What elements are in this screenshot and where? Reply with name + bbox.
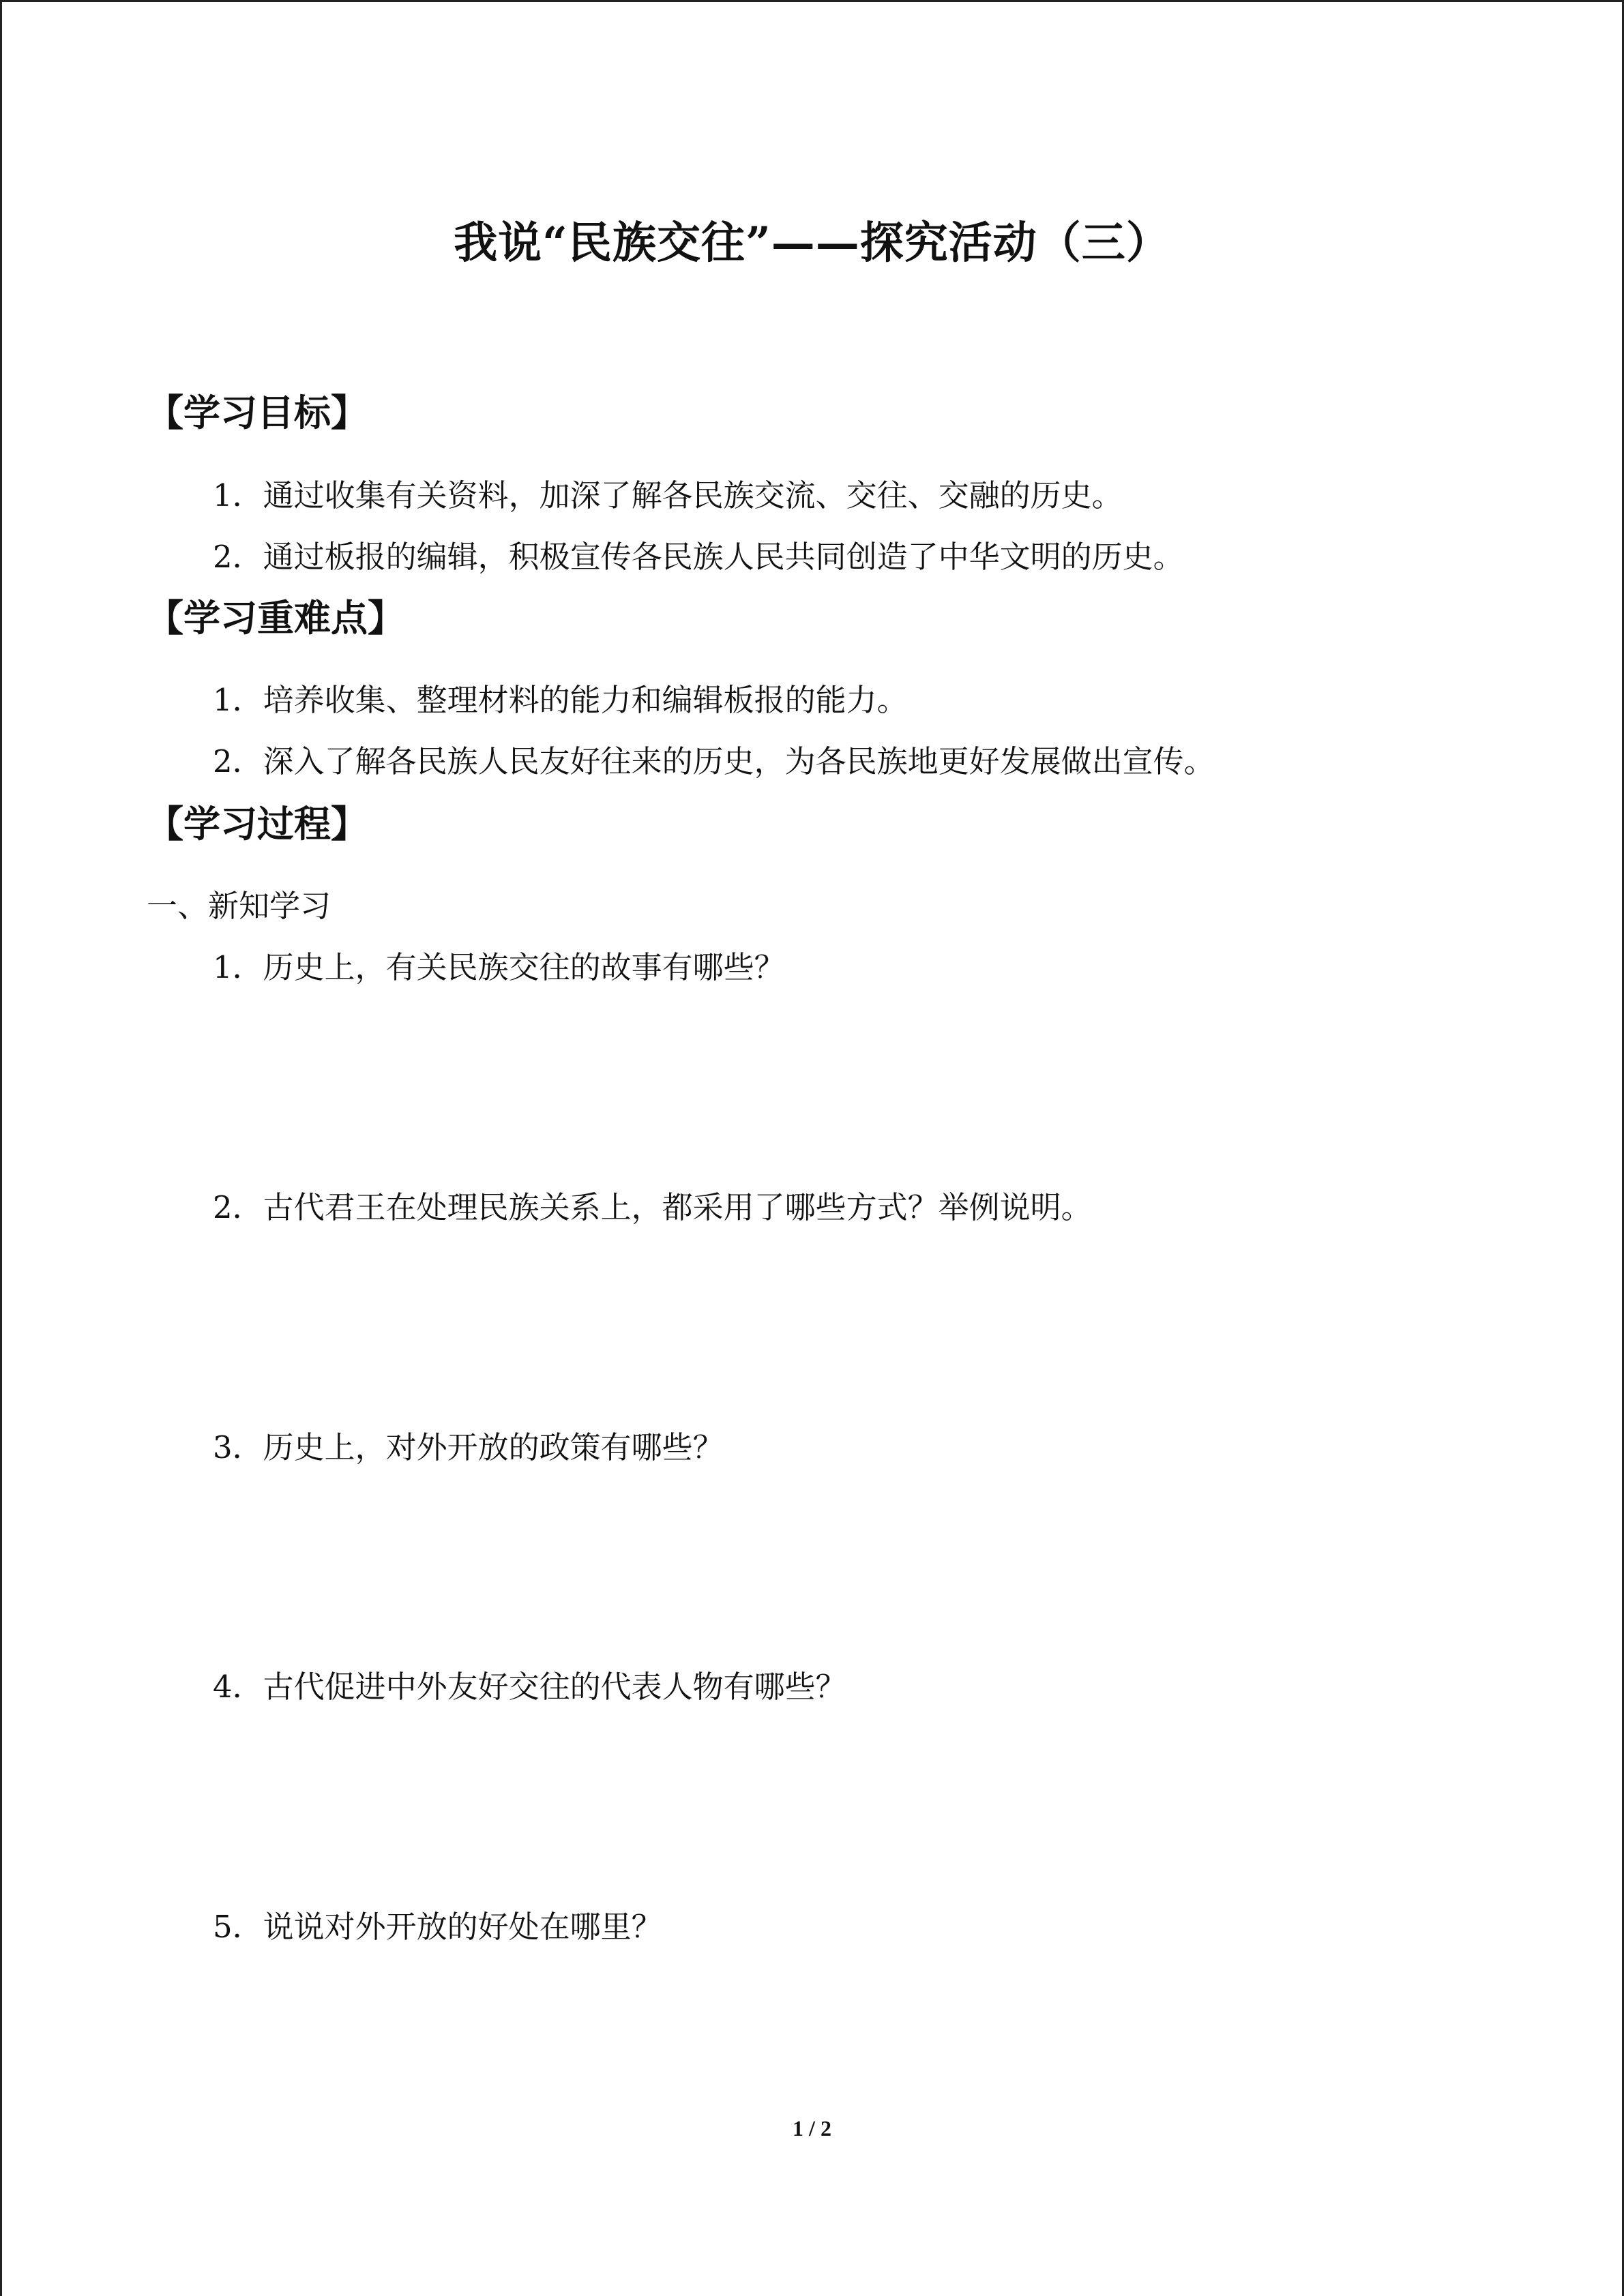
question-2: 2．古代君王在处理民族关系上，都采用了哪些方式？举例说明。 xyxy=(213,1189,1092,1225)
document-title: 我说“民族交往”——探究活动（三） xyxy=(454,218,1170,269)
section-heading-goals: 【学习目标】 xyxy=(147,391,368,434)
goal-item-1: 1．通过收集有关资料，加深了解各民族交流、交往、交融的历史。 xyxy=(213,477,1123,513)
key-point-item-1: 1．培养收集、整理材料的能力和编辑板报的能力。 xyxy=(213,682,908,718)
question-3: 3．历史上，对外开放的政策有哪些？ xyxy=(213,1429,724,1465)
question-1: 1．历史上，有关民族交往的故事有哪些？ xyxy=(213,949,785,985)
question-5: 5．说说对外开放的好处在哪里？ xyxy=(213,1909,662,1945)
goal-item-2: 2．通过板报的编辑，积极宣传各民族人民共同创造了中华文明的历史。 xyxy=(213,539,1184,575)
section-heading-process: 【学习过程】 xyxy=(147,802,368,846)
section-heading-key-points: 【学习重难点】 xyxy=(147,596,404,640)
question-4: 4．古代促进中外友好交往的代表人物有哪些？ xyxy=(213,1669,846,1705)
process-subheading: 一、新知学习 xyxy=(147,888,331,924)
page-number: 1 / 2 xyxy=(793,2116,831,2141)
key-point-item-2: 2．深入了解各民族人民友好往来的历史，为各民族地更好发展做出宣传。 xyxy=(213,743,1215,779)
